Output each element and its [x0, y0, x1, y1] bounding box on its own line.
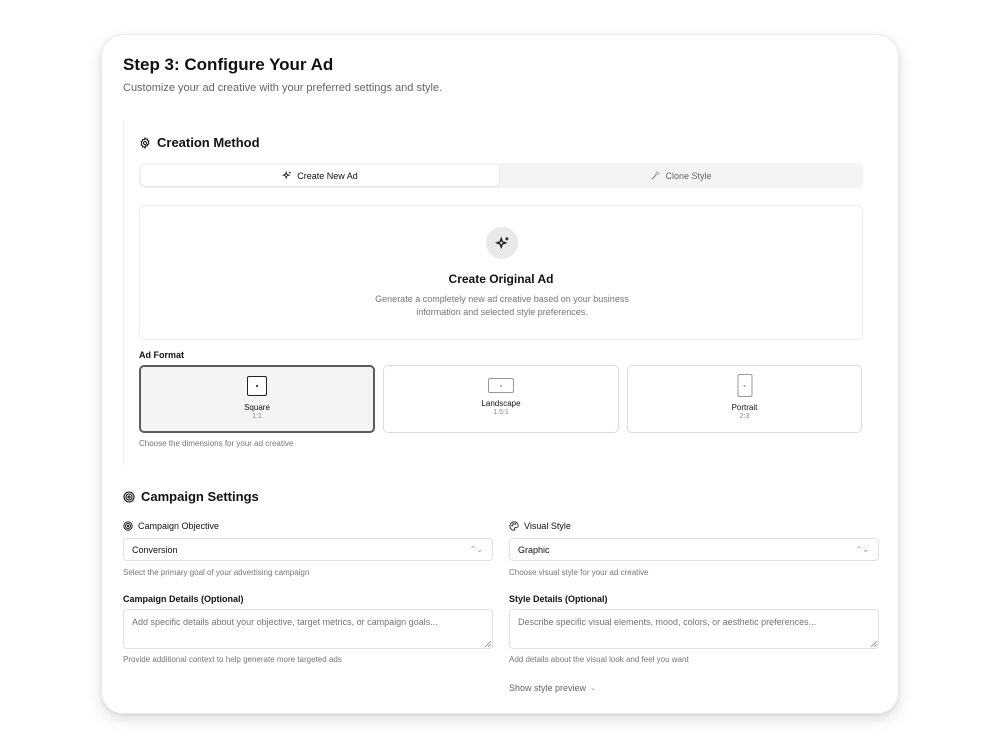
- hero-title: Create Original Ad: [448, 272, 554, 286]
- format-ratio: 1.5:1: [493, 409, 509, 416]
- style-details-label: Style Details (Optional): [509, 594, 608, 604]
- format-name: Portrait: [731, 403, 758, 412]
- create-original-ad-panel: [139, 205, 863, 340]
- resize-handle-icon[interactable]: [871, 641, 877, 647]
- tab-create-new-ad[interactable]: [141, 165, 499, 186]
- campaign-details-label: Campaign Details (Optional): [123, 594, 244, 604]
- creation-method-tabs: [139, 163, 863, 188]
- tab-label: Create New Ad: [297, 170, 358, 181]
- format-ratio: 1:1: [252, 413, 262, 420]
- campaign-objective-value: Conversion: [132, 544, 178, 555]
- campaign-objective-label: [123, 521, 219, 531]
- campaign-details-hint: Provide additional context to help generate more targeted ads: [123, 655, 342, 664]
- style-details-hint: Add details about the visual look and feel you want: [509, 655, 689, 664]
- creation-method-title: Creation Method: [157, 135, 260, 150]
- format-option-portrait[interactable]: [627, 365, 862, 433]
- sparkles-badge: [486, 227, 518, 259]
- creation-method-heading: [139, 135, 260, 150]
- tab-label: Clone Style: [665, 170, 712, 181]
- tab-clone-style[interactable]: [501, 165, 861, 186]
- format-option-square[interactable]: [139, 365, 375, 433]
- wand-icon: [650, 171, 660, 181]
- page-subtitle: Customize your ad creative with your preferred settings and style.: [123, 82, 443, 94]
- chevron-up-down-icon: ⌃⌄: [855, 545, 869, 554]
- format-name: Landscape: [481, 399, 521, 408]
- format-option-landscape[interactable]: [383, 365, 619, 433]
- target-icon: [123, 491, 135, 503]
- visual-style-hint: Choose visual style for your ad creative: [509, 568, 649, 577]
- visual-style-select[interactable]: [509, 538, 879, 561]
- ad-format-label: Ad Format: [139, 350, 184, 360]
- square-format-icon: [247, 376, 267, 396]
- hero-description: Generate a completely new ad creative based on your business information and selected style preferences.: [375, 294, 629, 317]
- resize-handle-icon[interactable]: [485, 641, 491, 647]
- campaign-settings-title: Campaign Settings: [141, 489, 259, 504]
- visual-style-label: [509, 521, 571, 531]
- format-name: Square: [244, 403, 270, 412]
- configure-ad-card: [101, 34, 899, 714]
- chevron-down-icon: ⌄: [590, 685, 596, 692]
- format-ratio: 2:3: [739, 413, 750, 420]
- portrait-format-icon: [737, 374, 752, 397]
- landscape-format-icon: [488, 378, 514, 393]
- campaign-objective-select[interactable]: [123, 538, 493, 561]
- visual-style-label-text: Visual Style: [524, 521, 571, 531]
- campaign-settings-heading: [123, 489, 259, 504]
- page-title: Step 3: Configure Your Ad: [123, 55, 334, 74]
- show-style-preview-label: Show style preview: [509, 683, 587, 693]
- target-icon: [123, 521, 133, 531]
- show-style-preview-toggle[interactable]: [509, 683, 596, 693]
- gear-icon: [139, 137, 151, 149]
- campaign-objective-label-text: Campaign Objective: [138, 521, 220, 531]
- chevron-up-down-icon: ⌃⌄: [469, 545, 483, 554]
- palette-icon: [509, 521, 519, 531]
- sparkles-icon: [495, 236, 510, 251]
- sparkles-icon: [282, 171, 292, 181]
- ad-format-hint: Choose the dimensions for your ad creative: [139, 439, 294, 448]
- style-details-textarea[interactable]: [509, 609, 879, 649]
- campaign-objective-hint: Select the primary goal of your advertising campaign: [123, 568, 310, 577]
- visual-style-value: Graphic: [518, 544, 550, 555]
- campaign-details-textarea[interactable]: [123, 609, 493, 649]
